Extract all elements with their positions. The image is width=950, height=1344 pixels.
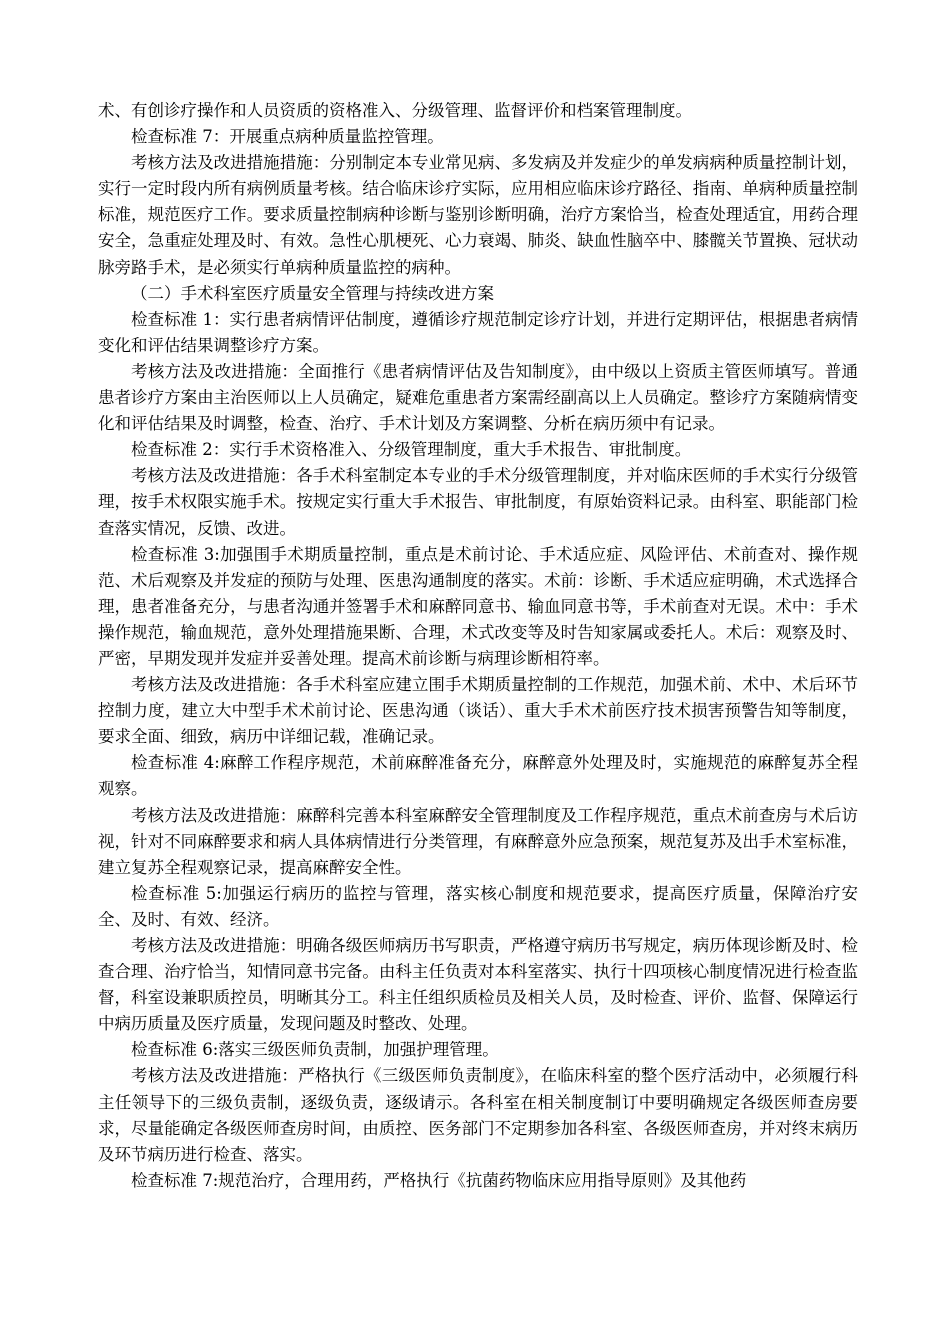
paragraph: 考核方法及改进措施：麻醉科完善本科室麻醉安全管理制度及工作程序规范，重点术前查房与术后访视，针对不同麻醉要求和病人具体病情进行分类管理，有麻醉意外应急预案，规范复苏及出手术室标准，建立复苏全程观察记录，提高麻醉安全性。 [98, 805, 858, 877]
paragraph: 考核方法及改进措施：明确各级医师病历书写职责，严格遵守病历书写规定，病历体现诊断及时、检查合理、治疗恰当，知情同意书完备。由科主任负责对本科室落实、执行十四项核心制度情况进行检查监督，科室设兼职质控员，明晰其分工。科主任组织质检员及相关人员，及时检查、评价、监督、保障运行中病历质量及医疗质量，发现问题及时整改、处理。 [98, 936, 858, 1034]
paragraph: 考核方法及改进措施措施：分别制定本专业常见病、多发病及并发症少的单发病病种质量控制计划，实行一定时段内所有病例质量考核。结合临床诊疗实际，应用相应临床诊疗路径、指南、单病种质量控制标准，规范医疗工作。要求质量控制病种诊断与鉴别诊断明确，治疗方案恰当，检查处理适宜，用药合理安全，急重症处理及时、有效。急性心肌梗死、心力衰竭、肺炎、缺血性脑卒中、膝髋关节置换、冠状动脉旁路手术，是必须实行单病种质量监控的病种。 [98, 153, 858, 277]
paragraph: 检查标准 5:加强运行病历的监控与管理，落实核心制度和规范要求，提高医疗质量，保障治疗安全、及时、有效、经济。 [98, 883, 858, 929]
paragraph: 术、有创诊疗操作和人员资质的资格准入、分级管理、监督评价和档案管理制度。 [98, 101, 692, 120]
paragraph: 检查标准 7：开展重点病种质量监控管理。 [131, 127, 444, 147]
paragraph: 检查标准 3:加强围手术期质量控制，重点是术前讨论、手术适应症、风险评估、术前查对、操作规范、术后观察及并发症的预防与处理、医患沟通制度的落实。术前：诊断、手术适应症明确，术式选择合理，患者准备充分，与患者沟通并签署手术和麻醉同意书、输血同意书等，手术前查对无误。术中：手术操作规范，输血规范，意外处理措施果断、合理，术式改变等及时告知家属或委托人。术后：观察及时、严密，早期发现并发症并妥善处理。提高术前诊断与病理诊断相符率。 [98, 544, 858, 668]
paragraph: 考核方法及改进措施：严格执行《三级医师负责制度》，在临床科室的整个医疗活动中，必须履行科主任领导下的三级负责制，逐级负责，逐级请示。各科室在相关制度制订中要明确规定各级医师查房要求，尽量能确定各级医师查房时间，由质控、医务部门不定期参加各科室、各级医师查房，并对终末病历及环节病历进行检查、落实。 [98, 1066, 858, 1164]
paragraph: 检查标准 7:规范治疗，合理用药，严格执行《抗菌药物临床应用指导原则》及其他药 [131, 1170, 747, 1190]
paragraph: 检查标准 1：实行患者病情评估制度，遵循诊疗规范制定诊疗计划，并进行定期评估，根据患者病情变化和评估结果调整诊疗方案。 [98, 309, 858, 355]
paragraph: 考核方法及改进措施：各手术科室应建立围手术期质量控制的工作规范，加强术前、术中、术后环节控制力度，建立大中型手术术前讨论、医患沟通（谈话）、重大手术术前医疗技术损害预警告知等制度，要求全面、细致，病历中详细记载，准确记录。 [98, 675, 858, 747]
paragraph: 检查标准 4:麻醉工作程序规范，术前麻醉准备充分，麻醉意外处理及时，实施规范的麻醉复苏全程观察。 [98, 753, 858, 799]
paragraph: 考核方法及改进措施：各手术科室制定本专业的手术分级管理制度，并对临床医师的手术实行分级管理，按手术权限实施手术。按规定实行重大手术报告、审批制度，有原始资料记录。由科室、职能部门检查落实情况，反馈、改进。 [98, 466, 858, 538]
paragraph: 检查标准 6:落实三级医师负责制，加强护理管理。 [131, 1040, 499, 1060]
document-body [98, 98, 858, 1194]
paragraph: 检查标准 2：实行手术资格准入、分级管理制度，重大手术报告、审批制度。 [131, 440, 692, 460]
paragraph: 考核方法及改进措施：全面推行《患者病情评估及告知制度》，由中级以上资质主管医师填写。普通患者诊疗方案由主治医师以上人员确定，疑难危重患者方案需经副高以上人员确定。整诊疗方案随病情变化和评估结果及时调整，检查、治疗、手术计划及方案调整、分析在病历须中有记录。 [98, 361, 858, 434]
section-heading: （二）手术科室医疗质量安全管理与持续改进方案 [131, 283, 494, 303]
